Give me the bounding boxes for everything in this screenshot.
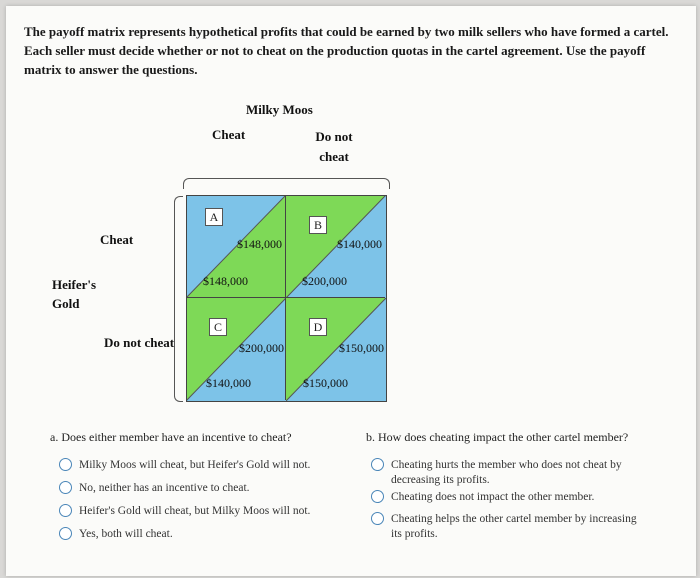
intro-text: The payoff matrix represents hypothetical profits that could be earned by two milk sellers who have formed a cartel. Each seller must decide whether or not to cheat on the production quotas in the cartel agreement. Use the payoff matrix to answer the questions. [24, 24, 669, 77]
cell-a-milky-payoff: $148,000 [237, 237, 282, 251]
option-label: Yes, both will cheat. [79, 528, 173, 540]
radio-icon[interactable] [59, 504, 72, 517]
cell-b-letter: B [309, 216, 327, 234]
radio-icon[interactable] [371, 490, 384, 503]
radio-icon[interactable] [59, 481, 72, 494]
row-bracket [174, 196, 183, 402]
row-cheat-label: Cheat [100, 232, 134, 247]
cell-b-milky-payoff: $140,000 [337, 237, 382, 251]
option-label: Cheating hurts the member who does not cheat by decreasing its profits. [391, 459, 622, 486]
radio-icon[interactable] [371, 512, 384, 525]
cell-c-letter: C [209, 318, 227, 336]
row-not-cheat-label: Do not cheat [104, 335, 175, 350]
question-a-option-2[interactable] [59, 481, 250, 496]
cell-c-milky-payoff: $200,000 [239, 341, 284, 355]
question-a-option-4[interactable] [59, 527, 173, 542]
cell-b-heifer-payoff: $200,000 [302, 274, 347, 288]
option-label: Milky Moos will cheat, but Heifer's Gold will not. [79, 459, 311, 471]
radio-icon[interactable] [59, 458, 72, 471]
option-label: Cheating helps the other cartel member by increasing its profits. [391, 513, 637, 540]
question-a-option-3[interactable] [59, 504, 310, 519]
cell-d-heifer-payoff: $150,000 [303, 376, 348, 390]
cell-c-heifer-payoff: $140,000 [206, 376, 251, 390]
option-label: Cheating does not impact the other member. [391, 491, 595, 503]
radio-icon[interactable] [371, 458, 384, 471]
matrix-horizontal-divider [186, 297, 385, 298]
column-bracket [183, 178, 390, 189]
question-a-option-1[interactable] [59, 458, 310, 473]
cell-d-milky-payoff: $150,000 [339, 341, 384, 355]
matrix-border [186, 195, 387, 402]
row-player-label: Heifer's Gold [52, 277, 97, 311]
question-b-prompt: b. How does cheating impact the other cartel member? [366, 430, 629, 444]
cell-a-heifer-payoff: $148,000 [203, 274, 248, 288]
cell-d-letter: D [309, 318, 327, 336]
payoff-matrix [186, 195, 386, 401]
question-page [6, 6, 696, 576]
radio-icon[interactable] [59, 527, 72, 540]
col-player-label: Milky Moos [246, 102, 313, 117]
option-label: Heifer's Gold will cheat, but Milky Moos will not. [79, 505, 311, 517]
question-b-option-3[interactable] [371, 512, 646, 542]
option-label: No, neither has an incentive to cheat. [79, 482, 250, 494]
question-b-option-2[interactable] [371, 490, 646, 505]
col-not-cheat-label: Do not cheat [315, 129, 353, 164]
col-cheat-label: Cheat [212, 127, 246, 142]
cell-a-letter: A [205, 208, 223, 226]
question-a-prompt: a. Does either member have an incentive to cheat? [50, 430, 292, 444]
question-b-option-1[interactable] [371, 458, 646, 488]
